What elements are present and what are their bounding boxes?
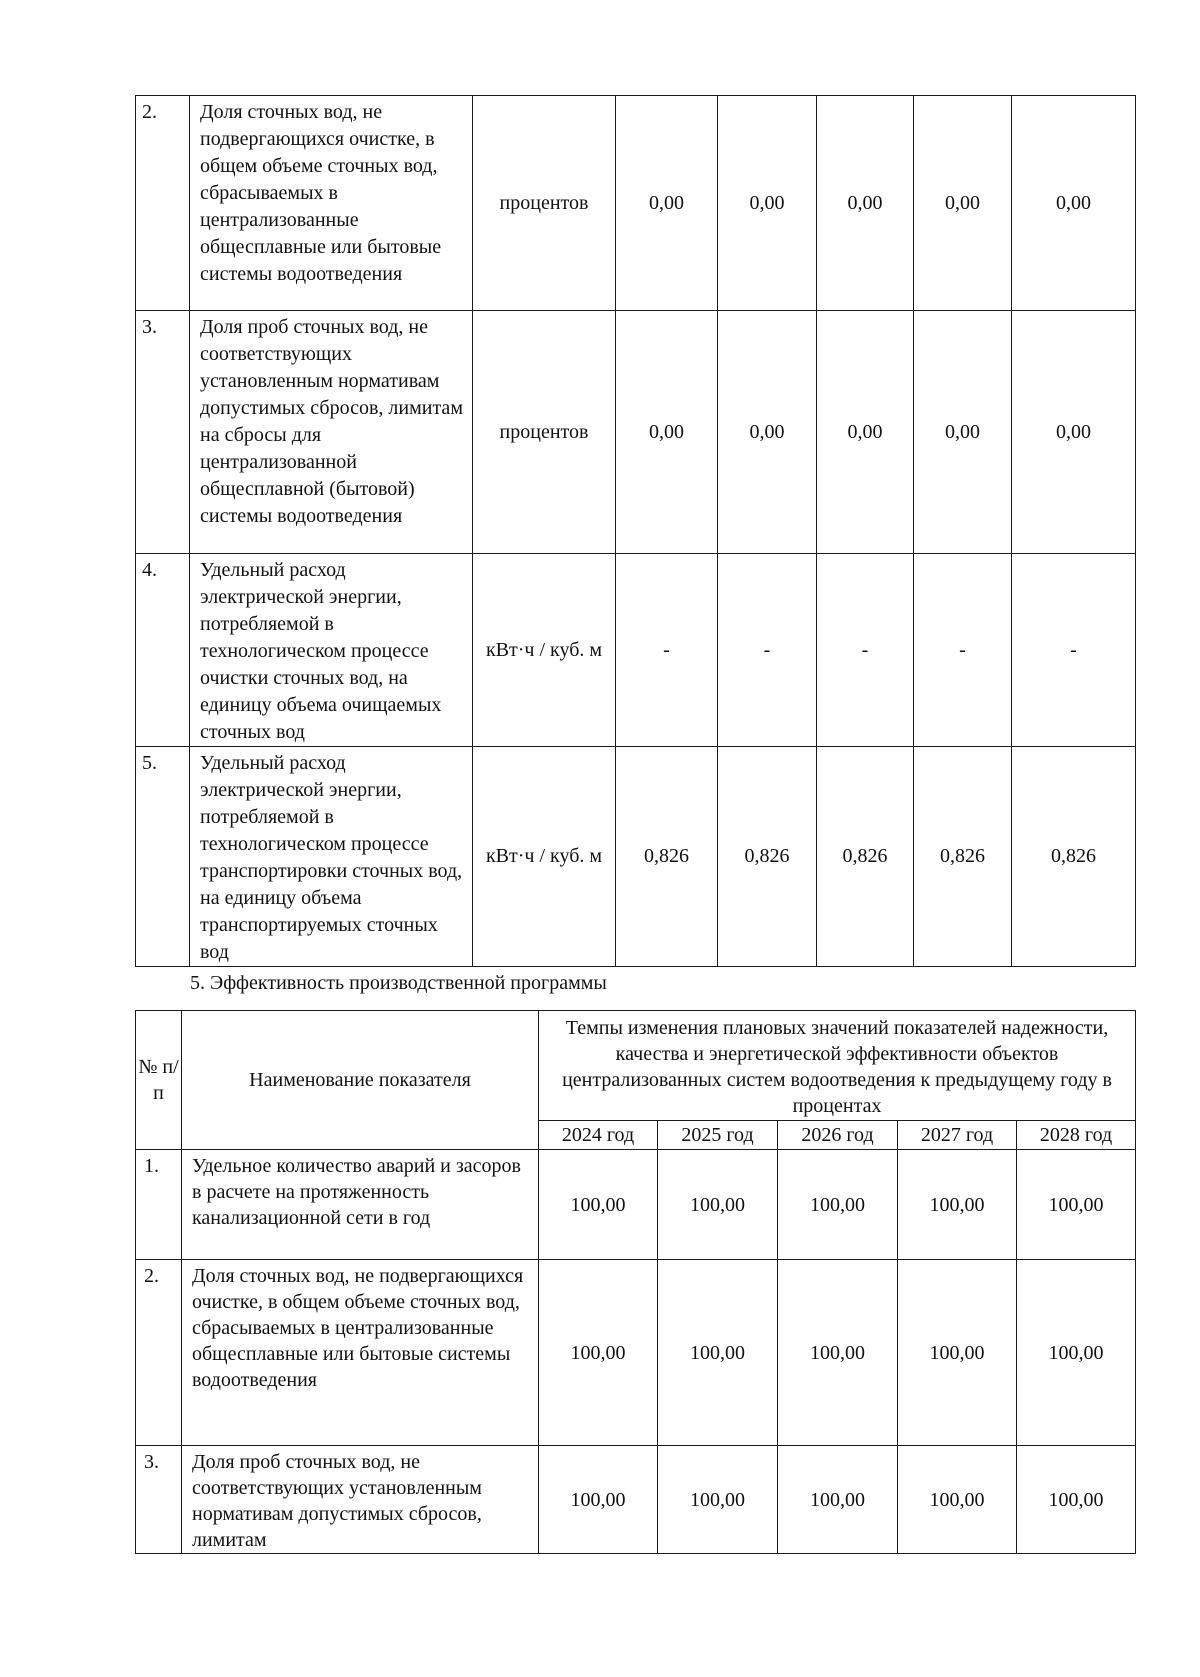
column-header-year: 2027 год (898, 1121, 1017, 1150)
value-cell: 0,00 (914, 96, 1012, 311)
value-cell: 100,00 (898, 1446, 1017, 1554)
value-cell: 0,00 (616, 311, 718, 554)
indicator-name: Доля сточных вод, не подвергающихся очистке, в общем объеме сточных вод, сбрасываемых в централизованные общесплавные или бытовые системы водоотведения (182, 1260, 539, 1446)
indicator-name: Удельный расход электрической энергии, потребляемой в технологическом процессе транспортировки сточных вод, на единицу объема транспортируемых сточных вод (190, 747, 473, 967)
value-cell: 100,00 (539, 1150, 658, 1260)
table-row (136, 554, 1136, 747)
indicator-name: Доля проб сточных вод, не соответствующих установленным нормативам допустимых сбросов, лимитам (182, 1446, 539, 1554)
table-row (136, 1260, 1136, 1446)
column-header-name: Наименование показателя (182, 1011, 539, 1150)
table-row (136, 1150, 1136, 1260)
column-header-group: Темпы изменения плановых значений показателей надежности, качества и энергетической эффективности объектов централизованных систем водоотведения к предыдущему году в процентах (539, 1011, 1136, 1121)
value-cell: 100,00 (778, 1260, 898, 1446)
value-cell: 0,826 (914, 747, 1012, 967)
row-number: 2. (136, 1260, 182, 1446)
row-number: 2. (136, 96, 190, 311)
column-header-year: 2028 год (1017, 1121, 1136, 1150)
value-cell: 0,826 (616, 747, 718, 967)
value-cell: 0,826 (718, 747, 817, 967)
value-cell: 100,00 (898, 1260, 1017, 1446)
unit-cell: кВт·ч / куб. м (473, 554, 616, 747)
value-cell: 100,00 (778, 1446, 898, 1554)
indicators-table (135, 95, 1136, 967)
value-cell: 100,00 (898, 1150, 1017, 1260)
value-cell: 100,00 (658, 1446, 778, 1554)
table-row (136, 96, 1136, 311)
section-heading: 5. Эффективность производственной программы (190, 972, 607, 994)
unit-cell: кВт·ч / куб. м (473, 747, 616, 967)
value-cell: 0,826 (817, 747, 914, 967)
value-cell: 100,00 (658, 1260, 778, 1446)
value-cell: 0,00 (616, 96, 718, 311)
column-header-year: 2025 год (658, 1121, 778, 1150)
efficiency-table (135, 1010, 1136, 1554)
value-cell: 0,00 (1012, 311, 1136, 554)
value-cell: 100,00 (1017, 1150, 1136, 1260)
column-header-number: № п/п (136, 1011, 182, 1150)
value-cell: 100,00 (658, 1150, 778, 1260)
header-row (136, 1011, 1136, 1121)
indicator-name: Доля проб сточных вод, не соответствующих установленным нормативам допустимых сбросов, лимитам на сбросы для централизованной общесплавной (бытовой) системы водоотведения (190, 311, 473, 554)
table-row (136, 1446, 1136, 1554)
value-cell: 0,00 (718, 311, 817, 554)
unit-cell: процентов (473, 311, 616, 554)
value-cell: - (718, 554, 817, 747)
value-cell: 0,00 (817, 311, 914, 554)
value-cell: 100,00 (1017, 1260, 1136, 1446)
value-cell: 100,00 (539, 1260, 658, 1446)
column-header-year: 2024 год (539, 1121, 658, 1150)
value-cell: - (914, 554, 1012, 747)
value-cell: - (1012, 554, 1136, 747)
table-row (136, 747, 1136, 967)
value-cell: 0,00 (817, 96, 914, 311)
value-cell: 0,00 (914, 311, 1012, 554)
row-number: 1. (136, 1150, 182, 1260)
row-number: 3. (136, 1446, 182, 1554)
row-number: 5. (136, 747, 190, 967)
value-cell: 100,00 (1017, 1446, 1136, 1554)
indicator-name: Удельное количество аварий и засоров в расчете на протяженность канализационной сети в год (182, 1150, 539, 1260)
value-cell: 100,00 (778, 1150, 898, 1260)
indicator-name: Доля сточных вод, не подвергающихся очистке, в общем объеме сточных вод, сбрасываемых в централизованные общесплавные или бытовые системы водоотведения (190, 96, 473, 311)
value-cell: - (817, 554, 914, 747)
row-number: 3. (136, 311, 190, 554)
row-number: 4. (136, 554, 190, 747)
value-cell: 0,00 (1012, 96, 1136, 311)
unit-cell: процентов (473, 96, 616, 311)
indicator-name: Удельный расход электрической энергии, потребляемой в технологическом процессе очистки сточных вод, на единицу объема очищаемых сточных вод (190, 554, 473, 747)
value-cell: 100,00 (539, 1446, 658, 1554)
column-header-year: 2026 год (778, 1121, 898, 1150)
table-row (136, 311, 1136, 554)
value-cell: 0,00 (718, 96, 817, 311)
value-cell: 0,826 (1012, 747, 1136, 967)
value-cell: - (616, 554, 718, 747)
